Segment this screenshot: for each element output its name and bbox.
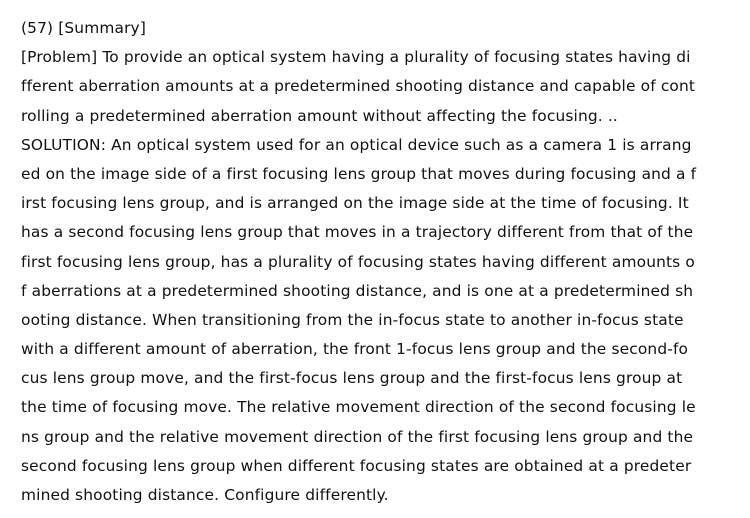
text-line: cus lens group move, and the first-focus lens group and the first-focus lens group at [21, 369, 683, 388]
text-line: second focusing lens group when different focusing states are obtained at a predeter [21, 456, 692, 475]
text-line: SOLUTION: An optical system used for an optical device such as a camera 1 is arrang [21, 135, 692, 154]
document-body [21, 14, 743, 510]
summary-heading: (57) [Summary] [21, 19, 146, 37]
text-line: mined shooting distance. Configure differently. [21, 486, 389, 504]
text-line: [Problem] To provide an optical system having a plurality of focusing states having di [21, 48, 691, 67]
text-line: ed on the image side of a first focusing lens group that moves during focusing and a f [21, 164, 697, 183]
text-line: has a second focusing lens group that moves in a trajectory different from that of the [21, 223, 694, 242]
text-line: first focusing lens group, has a plurality of focusing states having different amounts o [21, 252, 695, 271]
text-line: the time of focusing move. The relative movement direction of the second focusing le [21, 398, 696, 417]
text-line: rolling a predetermined aberration amount without affecting the focusing. .. [21, 106, 618, 125]
text-line: ns group and the relative movement direction of the first focusing lens group and the [21, 427, 694, 446]
text-line: f aberrations at a predetermined shooting distance, and is one at a predetermined sh [21, 281, 694, 300]
text-line: irst focusing lens group, and is arranged on the image side at the time of focusing. It [21, 194, 689, 213]
text-line: with a different amount of aberration, the front 1-focus lens group and the second-fo [21, 340, 689, 359]
text-line: ooting distance. When transitioning from the in-focus state to another in-focus state [21, 310, 684, 329]
text-line: fferent aberration amounts at a predetermined shooting distance and capable of cont [21, 77, 696, 96]
